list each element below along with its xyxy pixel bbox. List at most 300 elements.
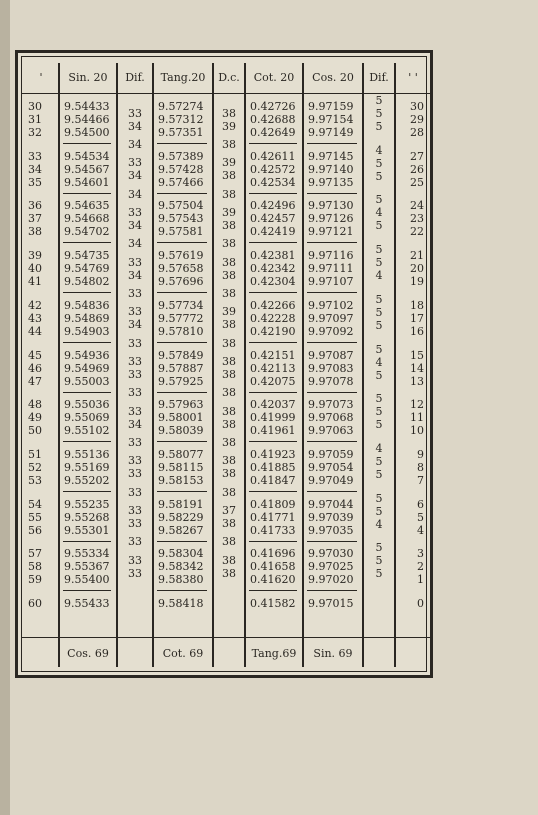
dif1-value: 33	[128, 255, 142, 269]
dc-value: 38	[222, 137, 236, 151]
cell-tang: 9.58342	[158, 560, 204, 574]
cell-sin: 9.54433	[64, 100, 110, 113]
group-rule	[63, 392, 111, 393]
cell-cos: 9.97039	[308, 510, 354, 524]
cell-cos: 9.97030	[308, 547, 354, 561]
cell-cos: 9.97073	[308, 398, 354, 412]
cell-minute-complement: 4	[417, 523, 424, 537]
group-rule	[63, 441, 111, 442]
cell-minute-complement: 10	[410, 424, 424, 438]
cell-cot: 0.42649	[250, 126, 296, 139]
cell-tang: 9.58229	[158, 510, 204, 524]
dif2-value: 5	[375, 405, 383, 419]
cell-sin: 9.54534	[64, 149, 110, 163]
header-cot: Cot. 20	[253, 71, 295, 84]
cell-cot: 0.42151	[250, 348, 296, 362]
cell-minute-complement: 20	[410, 262, 424, 276]
column-rule	[58, 63, 60, 667]
header-cos: Cos. 20	[312, 71, 354, 84]
cell-minute-complement: 14	[410, 361, 424, 375]
dif1-value: 33	[128, 404, 142, 418]
dc-value: 38	[222, 454, 236, 468]
group-rule	[249, 491, 297, 492]
cell-cos: 9.97035	[308, 523, 354, 537]
dc-value: 38	[222, 535, 236, 549]
cell-cot: 0.41696	[250, 547, 296, 561]
cell-minute-complement: 1	[417, 573, 424, 587]
cell-minute-complement: 21	[410, 249, 424, 263]
footer-cot: Tang.69	[251, 647, 297, 660]
cell-cos: 9.97078	[308, 374, 354, 388]
cell-tang: 9.57389	[158, 149, 204, 163]
cell-tang: 9.58304	[158, 547, 204, 561]
group-rule	[249, 242, 297, 243]
cell-cot: 0.42419	[250, 225, 296, 239]
dif2-value: 5	[375, 541, 383, 555]
dif2-value: 5	[375, 504, 383, 518]
header-dc: D.c.	[218, 71, 240, 84]
dif2-value: 5	[375, 305, 383, 319]
cell-minute-complement: 22	[410, 225, 424, 239]
dc-value: 38	[222, 106, 236, 120]
cell-tang: 9.57963	[158, 398, 204, 412]
header-min-right: ' '	[408, 71, 418, 84]
dif1-value: 33	[128, 504, 142, 518]
cell-minute-complement: 8	[417, 460, 424, 474]
cell-sin: 9.54702	[64, 225, 110, 239]
footer-tang: Cot. 69	[162, 647, 204, 660]
cell-minute-complement: 5	[417, 510, 424, 524]
cell-cos: 9.97068	[308, 411, 354, 425]
cell-minute-complement: 25	[410, 175, 424, 189]
cell-minute-complement: 26	[410, 162, 424, 176]
dif2-value: 5	[375, 156, 383, 170]
cell-tang: 9.58267	[158, 523, 204, 537]
dc-value: 39	[222, 305, 236, 319]
cell-cot: 0.42726	[250, 100, 296, 113]
group-rule	[63, 541, 111, 542]
dif1-value: 33	[128, 156, 142, 170]
cell-sin: 9.55301	[64, 523, 110, 537]
group-rule	[157, 242, 207, 243]
footer-cos: Sin. 69	[313, 647, 353, 660]
dif1-value: 33	[128, 336, 142, 350]
cell-sin: 9.54969	[64, 361, 110, 375]
dif2-value: 5	[375, 418, 383, 432]
cell-minute-complement: 30	[410, 100, 424, 113]
group-rule	[307, 193, 357, 194]
cell-cot: 0.42075	[250, 374, 296, 388]
dif1-value: 33	[128, 436, 142, 450]
dc-value: 38	[222, 286, 236, 300]
cell-cos: 9.97063	[308, 424, 354, 438]
cell-minute-complement: 11	[410, 411, 424, 425]
cell-tang: 9.58001	[158, 411, 204, 425]
group-rule	[307, 143, 357, 144]
dif2-value: 5	[375, 567, 383, 581]
cell-cos: 9.97015	[308, 597, 354, 610]
dc-value: 39	[222, 119, 236, 133]
cell-minute: 49	[28, 411, 42, 425]
cell-tang: 9.57581	[158, 225, 204, 239]
cell-minute: 32	[28, 126, 42, 139]
cell-tang: 9.57810	[158, 324, 204, 338]
cell-minute-complement: 28	[410, 126, 424, 139]
dc-value: 38	[222, 355, 236, 368]
cell-cos: 9.97102	[308, 298, 354, 312]
cell-tang: 9.58115	[158, 460, 204, 474]
dif1-value: 34	[128, 237, 142, 251]
cell-tang: 9.57849	[158, 348, 204, 362]
cell-cos: 9.97116	[308, 249, 354, 263]
group-rule	[249, 541, 297, 542]
dif1-value: 34	[128, 119, 142, 133]
cell-minute: 50	[28, 424, 42, 438]
cell-minute: 39	[28, 249, 42, 263]
dif1-value: 34	[128, 268, 142, 282]
cell-cos: 9.97092	[308, 324, 354, 338]
cell-minute: 36	[28, 199, 42, 213]
cell-tang: 9.57658	[158, 262, 204, 276]
cell-cos: 9.97130	[308, 199, 354, 213]
dif1-value: 33	[128, 205, 142, 219]
cell-cos: 9.97154	[308, 113, 354, 126]
cell-cot: 0.42611	[250, 149, 296, 163]
group-rule	[157, 491, 207, 492]
cell-minute-complement: 19	[410, 275, 424, 289]
cell-sin: 9.54836	[64, 298, 110, 312]
cell-sin: 9.55169	[64, 460, 110, 474]
dif1-value: 33	[128, 467, 142, 481]
cell-tang: 9.58380	[158, 573, 204, 587]
cell-cot: 0.41620	[250, 573, 296, 587]
dc-value: 38	[222, 218, 236, 232]
dif1-value: 33	[128, 305, 142, 319]
cell-sin: 9.55036	[64, 398, 110, 412]
cell-cos: 9.97159	[308, 100, 354, 113]
cell-minute-complement: 18	[410, 298, 424, 312]
cell-tang: 9.57312	[158, 113, 204, 126]
dif2-value: 5	[375, 318, 383, 332]
cell-cos: 9.97149	[308, 126, 354, 139]
dc-value: 39	[222, 205, 236, 219]
cell-minute: 41	[28, 275, 42, 289]
cell-tang: 9.57619	[158, 249, 204, 263]
dc-value: 38	[222, 255, 236, 269]
dc-value: 38	[222, 268, 236, 282]
group-rule	[157, 541, 207, 542]
cell-sin: 9.55136	[64, 447, 110, 461]
dif2-value: 5	[375, 94, 383, 107]
cell-tang: 9.57274	[158, 100, 204, 113]
page-binding-edge	[0, 0, 10, 815]
dif1-value: 33	[128, 485, 142, 499]
cell-minute: 30	[28, 100, 42, 113]
cell-cos: 9.97107	[308, 275, 354, 289]
cell-cos: 9.97135	[308, 175, 354, 189]
cell-cot: 0.41658	[250, 560, 296, 574]
dif2-value: 5	[375, 243, 383, 257]
dc-value: 38	[222, 404, 236, 418]
cell-sin: 9.55334	[64, 547, 110, 561]
dif1-value: 33	[128, 553, 142, 567]
dif2-value: 5	[375, 554, 383, 568]
cell-minute-complement: 15	[410, 348, 424, 362]
cell-cos: 9.97044	[308, 497, 354, 511]
cell-minute: 45	[28, 348, 42, 362]
column-rule	[152, 63, 154, 667]
dif2-value: 5	[375, 454, 383, 468]
group-rule	[63, 193, 111, 194]
dc-value: 38	[222, 467, 236, 481]
dif2-value: 5	[375, 219, 383, 233]
footer-rule	[22, 637, 432, 638]
cell-sin: 9.55069	[64, 411, 110, 425]
dif1-value: 33	[128, 535, 142, 549]
cell-tang: 9.57925	[158, 374, 204, 388]
cell-cos: 9.97025	[308, 560, 354, 574]
group-rule	[63, 590, 111, 591]
cell-minute-complement: 16	[410, 324, 424, 338]
dc-value: 39	[222, 156, 236, 170]
cell-minute: 33	[28, 149, 42, 163]
group-rule	[63, 143, 111, 144]
cell-tang: 9.57351	[158, 126, 204, 139]
cell-sin: 9.55102	[64, 424, 110, 438]
cell-sin: 9.54735	[64, 249, 110, 263]
dif2-value: 4	[375, 206, 383, 220]
dc-value: 38	[222, 336, 236, 350]
cell-cot: 0.42381	[250, 249, 296, 263]
dif1-value: 34	[128, 187, 142, 201]
group-rule	[307, 242, 357, 243]
cell-sin: 9.54635	[64, 199, 110, 213]
dc-value: 38	[222, 566, 236, 580]
dc-value: 38	[222, 169, 236, 183]
cell-sin: 9.55202	[64, 473, 110, 487]
dif2-value: 4	[375, 269, 383, 283]
cell-minute-complement: 9	[417, 447, 424, 461]
cell-cos: 9.97020	[308, 573, 354, 587]
cell-minute: 51	[28, 447, 42, 461]
cell-sin: 9.55235	[64, 497, 110, 511]
cell-cot: 0.42457	[250, 212, 296, 226]
group-rule	[249, 292, 297, 293]
cell-cot: 0.41961	[250, 424, 296, 438]
cell-minute: 42	[28, 298, 42, 312]
dif1-value: 33	[128, 355, 142, 368]
cell-cot: 0.41923	[250, 447, 296, 461]
cell-sin: 9.55433	[64, 597, 110, 610]
cell-minute-complement: 17	[410, 311, 424, 325]
group-rule	[157, 590, 207, 591]
cell-minute: 58	[28, 560, 42, 574]
cell-cot: 0.42190	[250, 324, 296, 338]
group-rule	[63, 292, 111, 293]
group-rule	[63, 491, 111, 492]
cell-minute: 35	[28, 175, 42, 189]
cell-minute: 52	[28, 460, 42, 474]
cell-sin: 9.54601	[64, 175, 110, 189]
dif2-value: 5	[375, 169, 383, 183]
cell-minute-complement: 29	[410, 113, 424, 126]
header-min-left: '	[39, 71, 43, 84]
group-rule	[249, 143, 297, 144]
cell-cot: 0.42113	[250, 361, 296, 375]
cell-cos: 9.97059	[308, 447, 354, 461]
cell-minute: 55	[28, 510, 42, 524]
header-rule	[22, 93, 432, 94]
dif2-value: 5	[375, 467, 383, 481]
dif2-value: 4	[375, 441, 383, 455]
group-rule	[157, 392, 207, 393]
dif1-value: 34	[128, 417, 142, 431]
cell-tang: 9.57734	[158, 298, 204, 312]
dc-value: 38	[222, 237, 236, 251]
dif1-value: 34	[128, 218, 142, 232]
dif2-value: 4	[375, 355, 383, 369]
dc-value: 38	[222, 187, 236, 201]
cell-cot: 0.42534	[250, 175, 296, 189]
dc-value: 38	[222, 553, 236, 567]
column-rule	[302, 63, 304, 667]
dif2-value: 4	[375, 143, 383, 157]
cell-cot: 0.42572	[250, 162, 296, 176]
cell-tang: 9.57772	[158, 311, 204, 325]
cell-tang: 9.58039	[158, 424, 204, 438]
cell-minute-complement: 12	[410, 398, 424, 412]
group-rule	[249, 441, 297, 442]
dif2-value: 5	[375, 491, 383, 505]
dc-value: 38	[222, 368, 236, 381]
cell-cos: 9.97111	[308, 262, 354, 276]
group-rule	[307, 541, 357, 542]
cell-cot: 0.41809	[250, 497, 296, 511]
cell-sin: 9.54869	[64, 311, 110, 325]
cell-minute-complement: 24	[410, 199, 424, 213]
dif1-value: 34	[128, 137, 142, 151]
dc-value: 38	[222, 436, 236, 450]
dc-value: 38	[222, 386, 236, 400]
cell-sin: 9.54769	[64, 262, 110, 276]
cell-tang: 9.57887	[158, 361, 204, 375]
cell-sin: 9.55003	[64, 374, 110, 388]
cell-minute-complement: 2	[417, 560, 424, 574]
cell-tang: 9.58191	[158, 497, 204, 511]
cell-tang: 9.58077	[158, 447, 204, 461]
cell-tang: 9.57504	[158, 199, 204, 213]
cell-tang: 9.58153	[158, 473, 204, 487]
cell-tang: 9.57543	[158, 212, 204, 226]
dif1-value: 33	[128, 454, 142, 468]
dif1-value: 33	[128, 566, 142, 580]
cell-cos: 9.97054	[308, 460, 354, 474]
cell-cot: 0.42228	[250, 311, 296, 325]
group-rule	[63, 242, 111, 243]
dc-value: 38	[222, 517, 236, 531]
dif1-value: 33	[128, 106, 142, 120]
cell-minute: 38	[28, 225, 42, 239]
group-rule	[249, 193, 297, 194]
dif2-value: 5	[375, 193, 383, 207]
group-rule	[157, 193, 207, 194]
dif2-value: 5	[375, 342, 383, 356]
header-tang: Tang.20	[160, 71, 206, 84]
dif1-value: 33	[128, 386, 142, 400]
dif1-value: 34	[128, 169, 142, 183]
cell-minute-complement: 6	[417, 497, 424, 511]
group-rule	[157, 342, 207, 343]
cell-minute: 47	[28, 374, 42, 388]
header-dif2: Dif.	[369, 71, 389, 84]
cell-cot: 0.41885	[250, 460, 296, 474]
dif1-value: 34	[128, 318, 142, 332]
cell-cot: 0.41733	[250, 523, 296, 537]
group-rule	[307, 491, 357, 492]
cell-cos: 9.97097	[308, 311, 354, 325]
cell-minute: 53	[28, 473, 42, 487]
dc-value: 37	[222, 504, 236, 518]
cell-minute: 48	[28, 398, 42, 412]
cell-sin: 9.54802	[64, 275, 110, 289]
cell-minute: 60	[28, 597, 42, 610]
cell-cot: 0.42496	[250, 199, 296, 213]
cell-sin: 9.55268	[64, 510, 110, 524]
cell-sin: 9.54936	[64, 348, 110, 362]
dif1-value: 33	[128, 517, 142, 531]
dif2-value: 5	[375, 292, 383, 306]
cell-cos: 9.97126	[308, 212, 354, 226]
group-rule	[307, 441, 357, 442]
cell-minute-complement: 13	[410, 374, 424, 388]
dif1-value: 33	[128, 368, 142, 381]
cell-cot: 0.42688	[250, 113, 296, 126]
header-dif1: Dif.	[125, 71, 145, 84]
header-sin: Sin. 20	[68, 71, 108, 84]
cell-tang: 9.58418	[158, 597, 204, 610]
cell-minute: 37	[28, 212, 42, 226]
cell-minute-complement: 27	[410, 149, 424, 163]
group-rule	[157, 292, 207, 293]
cell-cot: 0.41847	[250, 473, 296, 487]
cell-sin: 9.54903	[64, 324, 110, 338]
cell-minute-complement: 0	[417, 597, 424, 610]
group-rule	[307, 392, 357, 393]
dif2-value: 5	[375, 120, 383, 133]
cell-cot: 0.42266	[250, 298, 296, 312]
cell-cot: 0.41771	[250, 510, 296, 524]
cell-cos: 9.97087	[308, 348, 354, 362]
cell-sin: 9.55367	[64, 560, 110, 574]
cell-sin: 9.55400	[64, 573, 110, 587]
trig-table	[21, 56, 427, 672]
cell-cot: 0.42304	[250, 275, 296, 289]
cell-minute: 59	[28, 573, 42, 587]
cell-cos: 9.97049	[308, 473, 354, 487]
cell-minute: 44	[28, 324, 42, 338]
cell-tang: 9.57696	[158, 275, 204, 289]
cell-minute: 54	[28, 497, 42, 511]
group-rule	[307, 342, 357, 343]
group-rule	[249, 590, 297, 591]
group-rule	[157, 441, 207, 442]
dif2-value: 4	[375, 517, 383, 531]
dif2-value: 5	[375, 392, 383, 406]
dc-value: 38	[222, 485, 236, 499]
dif2-value: 5	[375, 256, 383, 270]
cell-sin: 9.54567	[64, 162, 110, 176]
dc-value: 38	[222, 417, 236, 431]
